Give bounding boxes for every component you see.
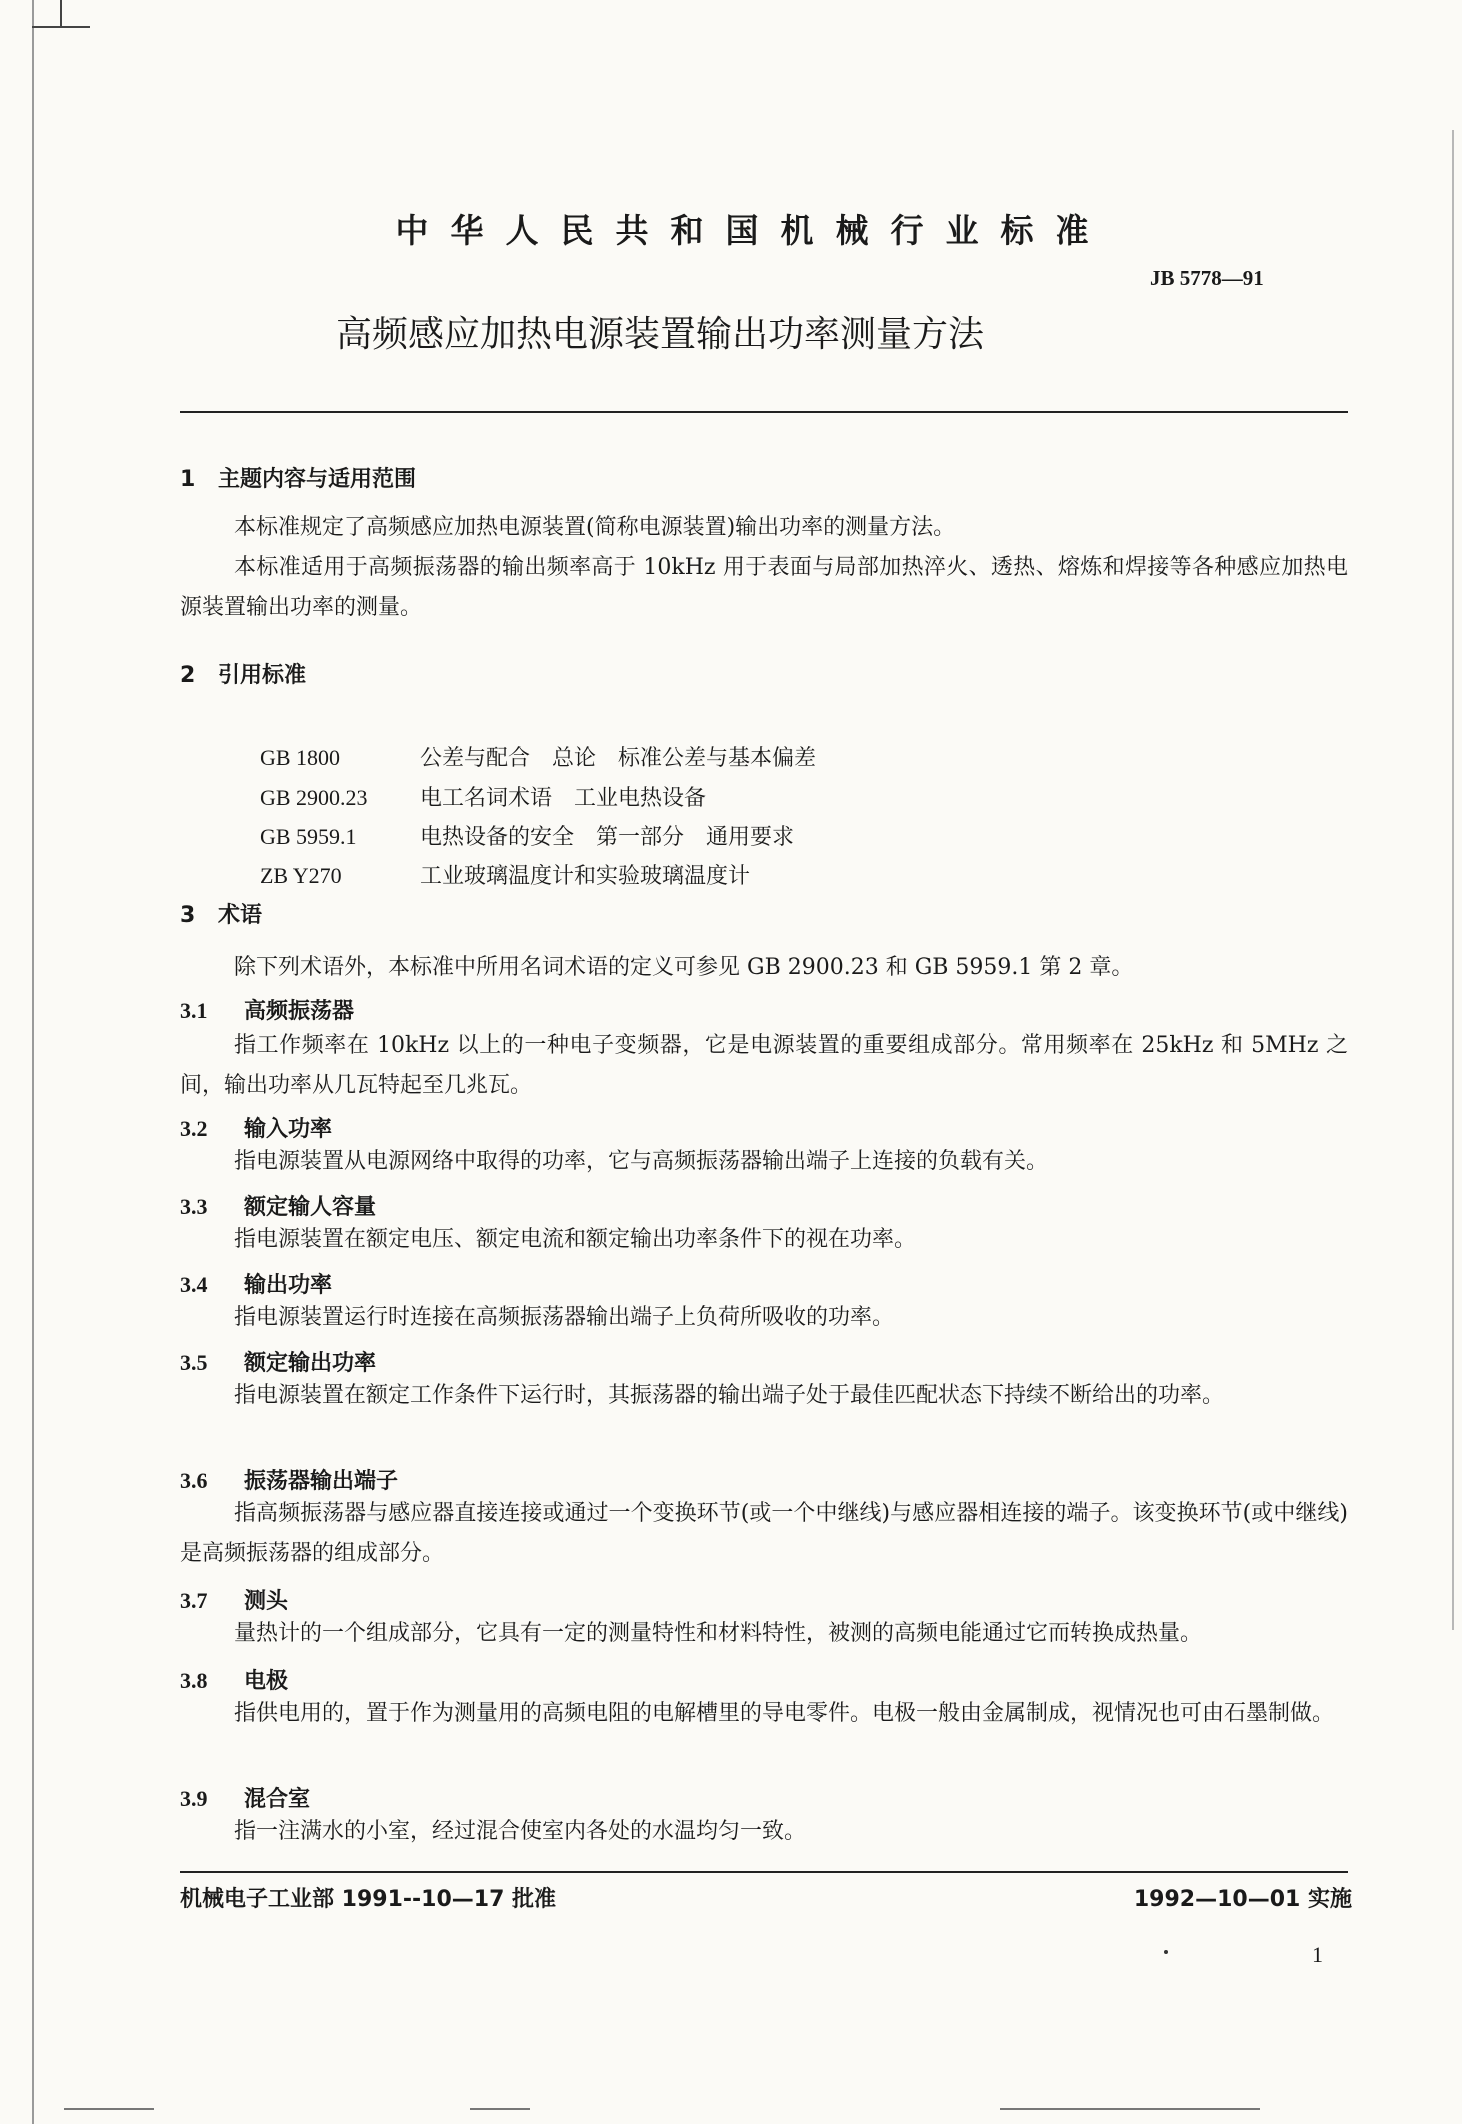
document-title: 高频感应加热电源装置输出功率测量方法 (335, 314, 984, 355)
section-number: 1 (180, 467, 196, 492)
section-2-heading (180, 658, 306, 689)
reference-title: 工业玻璃温度计和实验玻璃温度计 (419, 864, 750, 889)
term-heading (180, 1664, 288, 1695)
term-title: 高频振荡器 (244, 999, 355, 1024)
term-definition: 指一注满水的小室，经过混合使室内各处的水温均匀一致。 (234, 1819, 807, 1844)
scan-speck (1164, 1950, 1168, 1954)
term-definition: 量热计的一个组成部分，它具有一定的测量特性和材料特性，被测的高频电能通过它而转换成热量。 (234, 1621, 1203, 1646)
footer-rule (180, 1871, 1348, 1873)
term-title: 输出功率 (244, 1273, 333, 1298)
term-title: 测头 (244, 1589, 289, 1614)
term-number: 3.7 (180, 1588, 208, 1613)
paragraph: 本标准规定了高频感应加热电源装置(简称电源装置)输出功率的测量方法。 (234, 515, 956, 540)
section-title: 术语 (218, 903, 263, 928)
term-heading (180, 1782, 310, 1813)
term-heading (180, 1464, 398, 1495)
scan-artifact (1000, 2108, 1260, 2110)
term-number: 3.6 (180, 1468, 208, 1493)
reference-title: 电热设备的安全 第一部分 通用要求 (419, 825, 794, 850)
section-title: 主题内容与适用范围 (218, 467, 417, 492)
reference-code: GB 2900.23 (259, 785, 368, 810)
term-number: 3.9 (180, 1786, 208, 1811)
reference-code: GB 5959.1 (259, 824, 357, 849)
term-number: 3.3 (180, 1194, 208, 1219)
term-definition: 指高频振荡器与感应器直接连接或通过一个变换环节(或一个中继线)与感应器相连接的端子。该变换环节(或中继线)是高频振荡器的组成部分。 (180, 1501, 1348, 1566)
scan-artifact (470, 2108, 530, 2110)
term-number: 3.5 (180, 1350, 208, 1375)
term-number: 3.2 (180, 1116, 208, 1141)
section-number: 2 (180, 663, 196, 688)
term-heading (180, 1190, 376, 1221)
crop-mark-horizontal (32, 26, 90, 28)
paragraph: 除下列术语外，本标准中所用名词术语的定义可参见 GB 2900.23 和 GB 5959.1 第 2 章。 (234, 955, 1134, 980)
page-number: 1 (1312, 1942, 1323, 1967)
term-title: 电极 (244, 1669, 289, 1694)
term-number: 3.4 (180, 1272, 208, 1297)
section-3-heading (180, 898, 262, 929)
term-definition: 指电源装置从电源网络中取得的功率，它与高频振荡器输出端子上连接的负载有关。 (234, 1149, 1049, 1174)
term-heading (180, 1268, 332, 1299)
paragraph: 本标准适用于高频振荡器的输出频率高于 10kHz 用于表面与局部加热淬火、透热、熔炼和焊接等各种感应加热电源装置输出功率的测量。 (180, 555, 1348, 620)
implementation-date: 1992—10—01 实施 (1133, 1887, 1352, 1912)
reference-row (232, 834, 750, 915)
scan-artifact (64, 2108, 154, 2110)
approval-line: 机械电子工业部 1991--10—17 批准 (180, 1887, 557, 1912)
term-definition: 指电源装置在额定电压、额定电流和额定输出功率条件下的视在功率。 (234, 1227, 917, 1252)
header-rule (180, 411, 1348, 413)
reference-code: ZB Y270 (259, 863, 342, 888)
national-standard-heading: 中华人民共和国机械行业标准 (395, 211, 1111, 250)
reference-title: 公差与配合 总论 标准公差与基本偏差 (419, 746, 816, 771)
section-1-heading (180, 462, 416, 493)
term-title: 额定输出功率 (244, 1351, 377, 1376)
term-heading (180, 994, 354, 1025)
term-number: 3.8 (180, 1668, 208, 1693)
term-title: 振荡器输出端子 (244, 1469, 399, 1494)
section-number: 3 (180, 903, 196, 928)
reference-title: 电工名词术语 工业电热设备 (419, 786, 706, 811)
scan-edge-right (1452, 130, 1454, 1630)
term-definition: 指供电用的，置于作为测量用的高频电阻的电解槽里的导电零件。电极一般由金属制成，视情况也可由石墨制做。 (234, 1701, 1335, 1726)
term-title: 输入功率 (244, 1117, 333, 1142)
term-heading (180, 1112, 332, 1143)
standard-number: JB 5778—91 (1150, 266, 1264, 290)
reference-code: GB 1800 (259, 745, 341, 770)
term-heading (180, 1346, 376, 1377)
term-heading (180, 1584, 288, 1615)
section-title: 引用标准 (218, 663, 307, 688)
term-number: 3.1 (180, 998, 208, 1023)
term-title: 额定输人容量 (244, 1195, 377, 1220)
term-definition: 指电源装置运行时连接在高频振荡器输出端子上负荷所吸收的功率。 (234, 1305, 895, 1330)
term-definition: 指电源装置在额定工作条件下运行时，其振荡器的输出端子处于最佳匹配状态下持续不断给出的功率。 (234, 1383, 1225, 1408)
term-definition: 指工作频率在 10kHz 以上的一种电子变频器，它是电源装置的重要组成部分。常用频率在 25kHz 和 5MHz 之间，输出功率从几瓦特起至几兆瓦。 (180, 1033, 1348, 1098)
crop-mark-vertical (60, 0, 62, 28)
term-title: 混合室 (244, 1787, 311, 1812)
